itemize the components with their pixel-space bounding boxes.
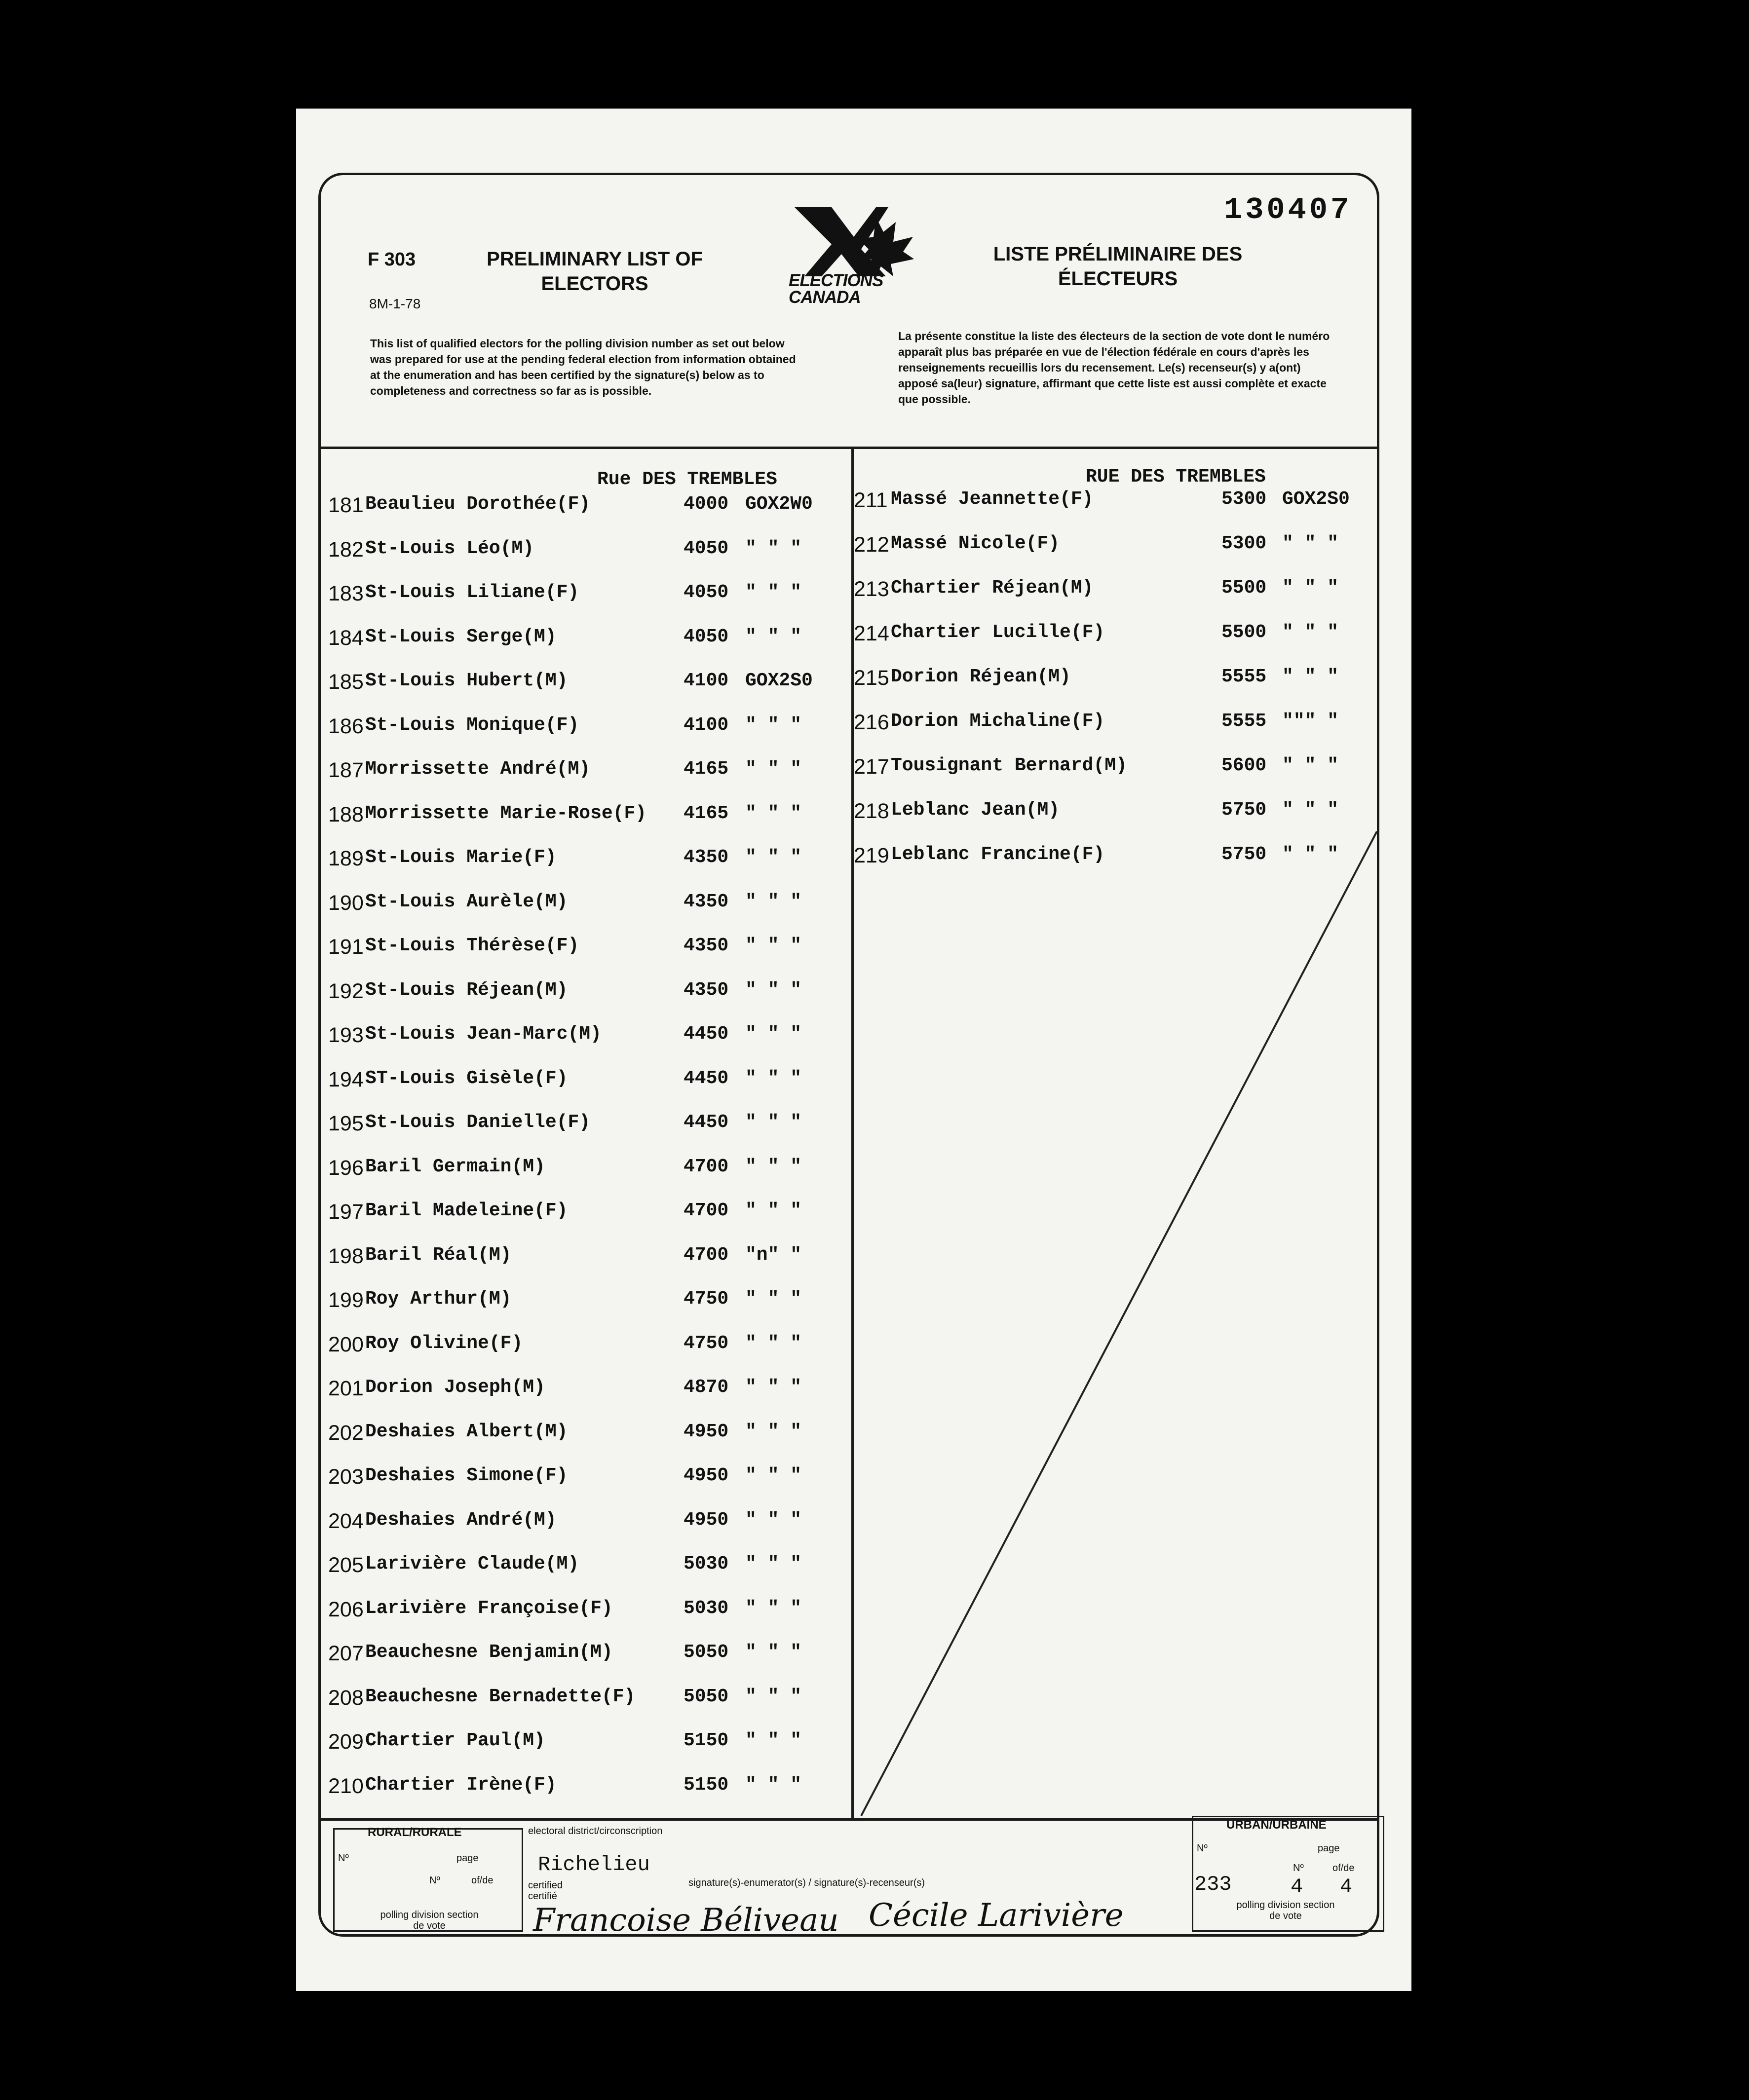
elector-number: 194	[328, 1067, 364, 1091]
elector-number: 208	[328, 1686, 364, 1710]
elector-address: 4350	[684, 891, 729, 912]
elector-address: 4700	[684, 1244, 729, 1266]
elector-address: 4100	[684, 714, 729, 736]
elector-postal-code: " " "	[1282, 577, 1339, 599]
elector-address: 5030	[684, 1597, 729, 1619]
elector-postal-code: " " "	[745, 1377, 802, 1398]
elector-number: 181	[328, 493, 364, 517]
elector-number: 186	[328, 714, 364, 738]
elector-address: 5030	[684, 1553, 729, 1575]
elector-name: Baril Madeleine(F)	[365, 1200, 568, 1221]
signature-label: signature(s)-enumerator(s) / signature(s)-recenseur(s)	[688, 1877, 925, 1888]
elector-postal-code: " " "	[745, 537, 802, 559]
elector-number: 193	[328, 1023, 364, 1047]
elector-number: 190	[328, 891, 364, 915]
elector-number: 214	[854, 622, 889, 645]
elector-address: 4870	[684, 1377, 729, 1398]
elector-postal-code: GOX2W0	[745, 493, 813, 515]
elector-address: 5600	[1221, 755, 1267, 776]
elector-postal-code: """ "	[1282, 711, 1339, 732]
elector-postal-code: " " "	[745, 979, 802, 1001]
elector-name: Leblanc Jean(M)	[891, 799, 1060, 821]
intro-english: This list of qualified electors for the polling division number as set out below was prepared for use at the pending federal election from information obtained at the enumeration and has been certified by the signature(s) below as to completeness and correctness so far as is possible.	[370, 337, 796, 397]
elector-name: Massé Nicole(F)	[891, 533, 1060, 554]
urban-no-label: Nº	[1197, 1843, 1208, 1854]
elector-number: 192	[328, 979, 364, 1003]
rural-polling-label: polling division section de vote	[380, 1910, 479, 1931]
elector-number: 206	[328, 1597, 364, 1621]
elector-number: 182	[328, 537, 364, 562]
elector-number: 197	[328, 1200, 364, 1224]
elector-postal-code: " " "	[745, 582, 802, 603]
elector-number: 188	[328, 802, 364, 826]
elector-address: 5050	[684, 1642, 729, 1663]
elector-postal-code: " " "	[745, 758, 802, 780]
urban-label: URBAN/URBAINE	[1226, 1818, 1327, 1832]
elector-postal-code: " " "	[1282, 666, 1339, 687]
elector-name: Dorion Michaline(F)	[891, 711, 1105, 732]
elector-number: 189	[328, 847, 364, 870]
elector-address: 4050	[684, 626, 729, 647]
rural-page-no-label: Nº	[429, 1875, 440, 1886]
logo-text-canada: CANADA	[789, 288, 861, 307]
certified-label: certified certifié	[528, 1880, 563, 1902]
elector-name: Larivière Claude(M)	[365, 1553, 579, 1575]
elector-address: 5500	[1221, 577, 1267, 599]
elector-postal-code: " " "	[745, 1421, 802, 1442]
signature-2: Cécile Larivière	[869, 1897, 1124, 1934]
elector-postal-code: " " "	[745, 847, 802, 868]
elector-postal-code: " " "	[745, 1774, 802, 1796]
elector-number: 203	[328, 1465, 364, 1489]
elector-postal-code: " " "	[745, 1332, 802, 1354]
elector-postal-code: " " "	[1282, 755, 1339, 776]
elector-name: St-Louis Thérèse(F)	[365, 935, 579, 956]
elector-address: 5500	[1221, 622, 1267, 643]
elector-name: Deshaies Simone(F)	[365, 1465, 568, 1486]
elector-address: 4450	[684, 1112, 729, 1133]
elector-number: 210	[328, 1774, 364, 1798]
elector-postal-code: " " "	[745, 1730, 802, 1751]
elector-postal-code: " " "	[1282, 533, 1339, 554]
elector-name: Chartier Réjean(M)	[891, 577, 1094, 599]
elector-name: St-Louis Monique(F)	[365, 714, 579, 736]
elector-name: Baril Germain(M)	[365, 1156, 545, 1177]
elector-address: 5750	[1221, 799, 1267, 821]
elector-address: 5150	[684, 1774, 729, 1796]
elector-number: 211	[854, 488, 888, 512]
elector-postal-code: GOX2S0	[745, 670, 813, 691]
elector-name: Dorion Joseph(M)	[365, 1377, 545, 1398]
elector-address: 4050	[684, 537, 729, 559]
elector-name: Beauchesne Bernadette(F)	[365, 1686, 636, 1707]
elector-number: 207	[328, 1642, 364, 1665]
elector-number: 204	[328, 1509, 364, 1533]
elector-number: 185	[328, 670, 364, 694]
elector-number: 209	[328, 1730, 364, 1754]
elector-number: 217	[854, 755, 889, 779]
elector-number: 199	[328, 1288, 364, 1312]
elector-address: 5300	[1221, 533, 1267, 554]
elector-address: 4450	[684, 1067, 729, 1089]
elector-name: St-Louis Liliane(F)	[365, 582, 579, 603]
elector-address: 4450	[684, 1023, 729, 1045]
elector-postal-code: " " "	[745, 1553, 802, 1575]
elector-number: 191	[328, 935, 364, 959]
elector-postal-code: " " "	[745, 1597, 802, 1619]
elector-name: Morrissette André(M)	[365, 758, 591, 780]
elector-address: 4950	[684, 1465, 729, 1486]
elector-number: 216	[854, 711, 889, 734]
elector-postal-code: " " "	[745, 802, 802, 824]
elector-address: 5300	[1221, 488, 1267, 510]
elector-postal-code: " " "	[745, 1200, 802, 1221]
form-date: 8M-1-78	[369, 296, 421, 311]
elector-number: 184	[328, 626, 364, 650]
elector-name: Deshaies André(M)	[365, 1509, 557, 1531]
elector-address: 4350	[684, 847, 729, 868]
urban-page-no-label: Nº	[1293, 1863, 1304, 1874]
rural-no-label: Nº	[338, 1853, 349, 1864]
elector-postal-code: " " "	[745, 891, 802, 912]
elector-number: 215	[854, 666, 889, 690]
elector-address: 4165	[684, 758, 729, 780]
elector-name: St-Louis Danielle(F)	[365, 1112, 591, 1133]
elector-address: 4950	[684, 1509, 729, 1531]
elector-name: Chartier Lucille(F)	[891, 622, 1105, 643]
elector-name: Larivière Françoise(F)	[365, 1597, 613, 1619]
elector-number: 201	[328, 1377, 364, 1400]
elector-number: 183	[328, 582, 364, 605]
elector-number: 196	[328, 1156, 364, 1180]
elector-name: Beauchesne Benjamin(M)	[365, 1642, 613, 1663]
elector-postal-code: "n" "	[745, 1244, 802, 1266]
title-french: LISTE PRÉLIMINAIRE DES ÉLECTEURS	[993, 243, 1243, 290]
elector-address: 5150	[684, 1730, 729, 1751]
elector-postal-code: " " "	[745, 1465, 802, 1486]
elector-number: 218	[854, 799, 889, 823]
rural-page-label: page	[456, 1853, 479, 1864]
elector-address: 4750	[684, 1332, 729, 1354]
elector-postal-code: " " "	[745, 1509, 802, 1531]
elector-name: ST-Louis Gisèle(F)	[365, 1067, 568, 1089]
elector-postal-code: " " "	[745, 1686, 802, 1707]
elector-address: 4700	[684, 1156, 729, 1177]
elector-name: St-Louis Serge(M)	[365, 626, 557, 647]
elector-address: 4950	[684, 1421, 729, 1442]
street-right: RUE DES TREMBLES	[1086, 466, 1266, 488]
elector-address: 4700	[684, 1200, 729, 1221]
urban-of-label: of/de	[1332, 1863, 1355, 1874]
elector-name: St-Louis Jean-Marc(M)	[365, 1023, 602, 1045]
urban-page-of-value: 4	[1340, 1875, 1353, 1899]
elector-name: Roy Olivine(F)	[365, 1332, 523, 1354]
elector-number: 195	[328, 1112, 364, 1135]
elector-name: Beaulieu Dorothée(F)	[365, 493, 591, 515]
elector-number: 187	[328, 758, 364, 782]
elector-number: 212	[854, 533, 889, 557]
elector-number: 198	[328, 1244, 364, 1268]
serial-number: 130407	[1224, 192, 1352, 227]
urban-polling-label: polling division section de vote	[1236, 1900, 1335, 1921]
elector-name: St-Louis Réjean(M)	[365, 979, 568, 1001]
district-label: electoral district/circonscription	[528, 1826, 663, 1837]
elector-address: 4000	[684, 493, 729, 515]
rural-label: RURAL/RURALE	[368, 1826, 462, 1839]
elector-postal-code: " " "	[1282, 622, 1339, 643]
elector-number: 202	[328, 1421, 364, 1445]
elector-address: 4100	[684, 670, 729, 691]
elector-name: Tousignant Bernard(M)	[891, 755, 1127, 776]
logo-text-elections: ELECTIONS	[789, 271, 883, 290]
elector-address: 5555	[1221, 711, 1267, 732]
elector-name: St-Louis Léo(M)	[365, 537, 534, 559]
elector-name: Roy Arthur(M)	[365, 1288, 512, 1310]
elector-number: 213	[854, 577, 889, 601]
elector-name: Deshaies Albert(M)	[365, 1421, 568, 1442]
elector-postal-code: " " "	[745, 1642, 802, 1663]
intro-french: La présente constitue la liste des électeurs de la section de vote dont le numéro apparaît plus bas préparée en vue de l'élection fédérale en cours d'après les renseignements recueillis lors du recensement. Le(s) recenseur(s) y a(ont) apposé sa(leur) signature, affirmant que cette liste est aussi complète et exacte que possible.	[898, 330, 1330, 406]
elector-address: 5555	[1221, 666, 1267, 687]
elector-name: Morrissette Marie-Rose(F)	[365, 802, 647, 824]
rural-of-label: of/de	[471, 1875, 494, 1886]
form-number: F 303	[368, 249, 416, 270]
elector-name: Chartier Irène(F)	[365, 1774, 557, 1796]
elector-postal-code: GOX2S0	[1282, 488, 1350, 510]
elector-name: Baril Réal(M)	[365, 1244, 512, 1266]
elector-postal-code: " " "	[745, 1023, 802, 1045]
urban-page-label: page	[1318, 1843, 1340, 1854]
elector-address: 5750	[1221, 844, 1267, 865]
elector-name: St-Louis Aurèle(M)	[365, 891, 568, 912]
elector-address: 4165	[684, 802, 729, 824]
elector-number: 219	[854, 844, 889, 867]
elector-name: St-Louis Hubert(M)	[365, 670, 568, 691]
urban-page-no-value: 4	[1291, 1875, 1303, 1899]
elector-address: 4350	[684, 935, 729, 956]
elector-address: 4750	[684, 1288, 729, 1310]
elector-postal-code: " " "	[745, 626, 802, 647]
title-english: PRELIMINARY LIST OF ELECTORS	[487, 248, 703, 295]
elector-name: Massé Jeannette(F)	[891, 488, 1094, 510]
elector-name: St-Louis Marie(F)	[365, 847, 557, 868]
elector-postal-code: " " "	[1282, 844, 1339, 865]
elector-postal-code: " " "	[745, 1288, 802, 1310]
district-value: Richelieu	[538, 1853, 650, 1876]
elector-postal-code: " " "	[745, 1067, 802, 1089]
elector-address: 4350	[684, 979, 729, 1001]
elector-number: 200	[328, 1332, 364, 1356]
street-left: Rue DES TREMBLES	[597, 469, 777, 490]
elector-postal-code: " " "	[745, 714, 802, 736]
elector-postal-code: " " "	[745, 935, 802, 956]
elector-address: 5050	[684, 1686, 729, 1707]
signature-1: Francoise Béliveau	[533, 1902, 839, 1939]
elector-postal-code: " " "	[745, 1156, 802, 1177]
elector-address: 4050	[684, 582, 729, 603]
elector-name: Chartier Paul(M)	[365, 1730, 545, 1751]
elector-postal-code: " " "	[1282, 799, 1339, 821]
elector-name: Dorion Réjean(M)	[891, 666, 1071, 687]
urban-no-value: 233	[1194, 1873, 1232, 1896]
elector-name: Leblanc Francine(F)	[891, 844, 1105, 865]
elector-postal-code: " " "	[745, 1112, 802, 1133]
elector-number: 205	[328, 1553, 364, 1577]
